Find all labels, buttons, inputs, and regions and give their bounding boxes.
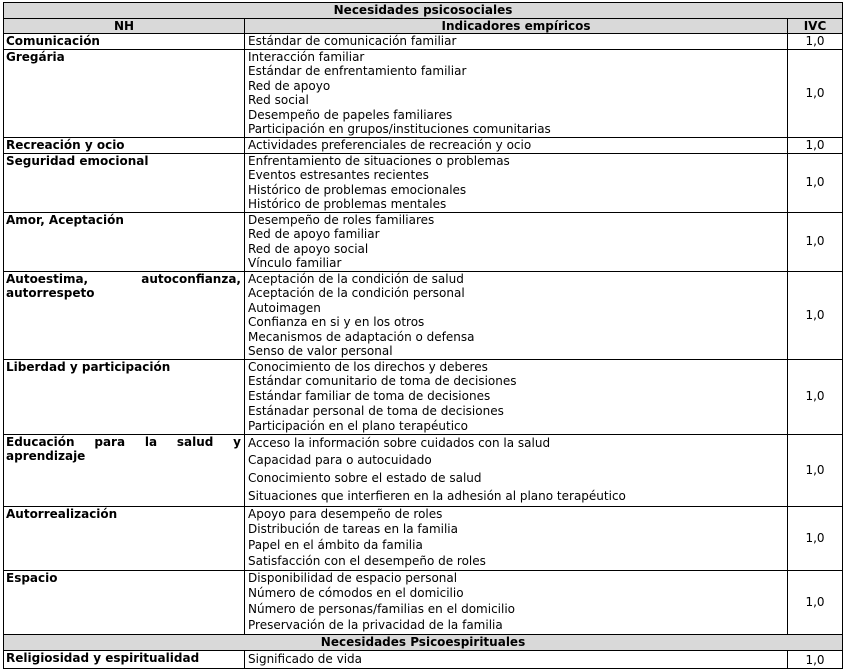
indicator-item: Histórico de problemas mentales (248, 197, 447, 211)
indicators-cell (245, 271, 788, 359)
section-title: Necesidades psicosociales (4, 3, 843, 19)
indicator-item: Participación en el plano terapéutico (248, 418, 468, 433)
indicator-item: Histórico de problemas emocionales (248, 182, 467, 197)
indicator-item: Red de apoyo social (248, 241, 369, 256)
indicator-item: Número de cómodos en el domicilio (248, 586, 464, 601)
section-title: Necesidades Psicoespirituales (4, 634, 843, 650)
indicator-item: Papel en el ámbito da familia (248, 538, 423, 552)
need-name: Comunicación (4, 34, 245, 50)
table-row (4, 212, 843, 271)
indicator-item: Interacción familiar (248, 49, 365, 64)
indicator-item: Distribución de tareas en la familia (248, 522, 458, 537)
indicators-cell (245, 570, 788, 634)
indicator-item: Red de apoyo familiar (248, 227, 380, 241)
indicators-cell (245, 34, 788, 50)
indicator-item: Mecanismos de adaptación o defensa (248, 329, 475, 344)
table-row (4, 434, 843, 506)
section-title-row (4, 634, 843, 650)
indicator-item: Estándar de enfrentamiento familiar (248, 64, 467, 78)
indicator-item: Red social (248, 93, 309, 107)
indicators-cell (245, 359, 788, 434)
header-row (4, 19, 843, 34)
ivc-value: 1,0 (788, 434, 843, 506)
indicators-cell (245, 650, 788, 668)
indicators-cell (245, 506, 788, 570)
table-row (4, 153, 843, 212)
ivc-value: 1,0 (788, 570, 843, 634)
indicator-item: Vínculo familiar (248, 256, 342, 270)
indicator-item: Conocimiento sobre el estado de salud (248, 471, 482, 485)
indicator-item: Estándar comunitario de toma de decisiones (248, 374, 517, 389)
indicator-item: Preservación de la privacidad de la familia (248, 617, 503, 632)
indicators-cell (245, 49, 788, 137)
indicator-item: Aceptación de la condición personal (248, 286, 465, 300)
indicator-item: Conocimiento de los direchos y deberes (248, 359, 488, 374)
indicators-cell (245, 153, 788, 212)
ivc-value: 1,0 (788, 137, 843, 153)
ivc-value: 1,0 (788, 49, 843, 137)
need-name: Educación para la salud y aprendizaje (4, 434, 245, 506)
ivc-value: 1,0 (788, 212, 843, 271)
need-name: Liberdad y participación (4, 359, 245, 434)
indicator-item: Aceptación de la condición de salud (248, 271, 464, 286)
section-title-row (4, 3, 843, 19)
ivc-value: 1,0 (788, 506, 843, 570)
need-name: Autorrealización (4, 506, 245, 570)
indicator-item: Significado de vida (248, 651, 363, 666)
needs-table (3, 2, 843, 669)
ivc-value: 1,0 (788, 153, 843, 212)
indicator-item: Enfrentamiento de situaciones o problemas (248, 153, 510, 168)
indicators-cell (245, 212, 788, 271)
indicator-item: Capacidad para o autocuidado (248, 453, 432, 468)
need-name: Espacio (4, 570, 245, 634)
indicators-cell (245, 137, 788, 153)
indicator-item: Situaciones que interfieren en la adhesión al plano terapéutico (248, 488, 626, 503)
indicator-item: Acceso la información sobre cuidados con la salud (248, 435, 551, 450)
indicator-item: Número de personas/familias en el domicilio (248, 602, 516, 616)
table-row (4, 359, 843, 434)
column-header-ivc: IVC (788, 19, 843, 34)
indicator-item: Desempeño de papeles familiares (248, 107, 453, 122)
ivc-value: 1,0 (788, 271, 843, 359)
column-header-indicators: Indicadores empíricos (245, 19, 788, 34)
table-row (4, 650, 843, 668)
indicator-item: Estándar de comunicación familiar (248, 34, 457, 48)
indicator-item: Confianza en si y en los otros (248, 315, 425, 329)
ivc-value: 1,0 (788, 34, 843, 50)
table-row (4, 506, 843, 570)
table-row (4, 34, 843, 50)
indicator-item: Desempeño de roles familiares (248, 212, 435, 227)
indicator-item: Autoimagen (248, 300, 321, 315)
table-row (4, 570, 843, 634)
indicator-item: Apoyo para desempeño de roles (248, 506, 443, 521)
ivc-value: 1,0 (788, 650, 843, 668)
need-name: Gregária (4, 49, 245, 137)
table-row (4, 271, 843, 359)
indicator-item: Senso de valor personal (248, 344, 393, 358)
indicator-item: Disponibilidad de espacio personal (248, 570, 458, 585)
need-name: Religiosidad y espiritualidad (4, 650, 245, 668)
indicator-item: Estánadar personal de toma de decisiones (248, 403, 504, 418)
indicators-cell (245, 434, 788, 506)
need-name: Amor, Aceptación (4, 212, 245, 271)
need-name: Recreación y ocio (4, 137, 245, 153)
indicator-item: Eventos estresantes recientes (248, 168, 429, 182)
indicator-item: Actividades preferenciales de recreación y ocio (248, 137, 532, 152)
column-header-nh: NH (4, 19, 245, 34)
need-name: Autoestima, autoconfianza, autorrespeto (4, 271, 245, 359)
table-row (4, 137, 843, 153)
indicator-item: Participación en grupos/instituciones comunitarias (248, 122, 551, 136)
indicator-item: Red de apoyo (248, 78, 331, 93)
indicator-item: Satisfacción con el desempeño de roles (248, 553, 486, 568)
ivc-value: 1,0 (788, 359, 843, 434)
table-row (4, 49, 843, 137)
indicator-item: Estándar familiar de toma de decisiones (248, 389, 491, 404)
need-name: Seguridad emocional (4, 153, 245, 212)
